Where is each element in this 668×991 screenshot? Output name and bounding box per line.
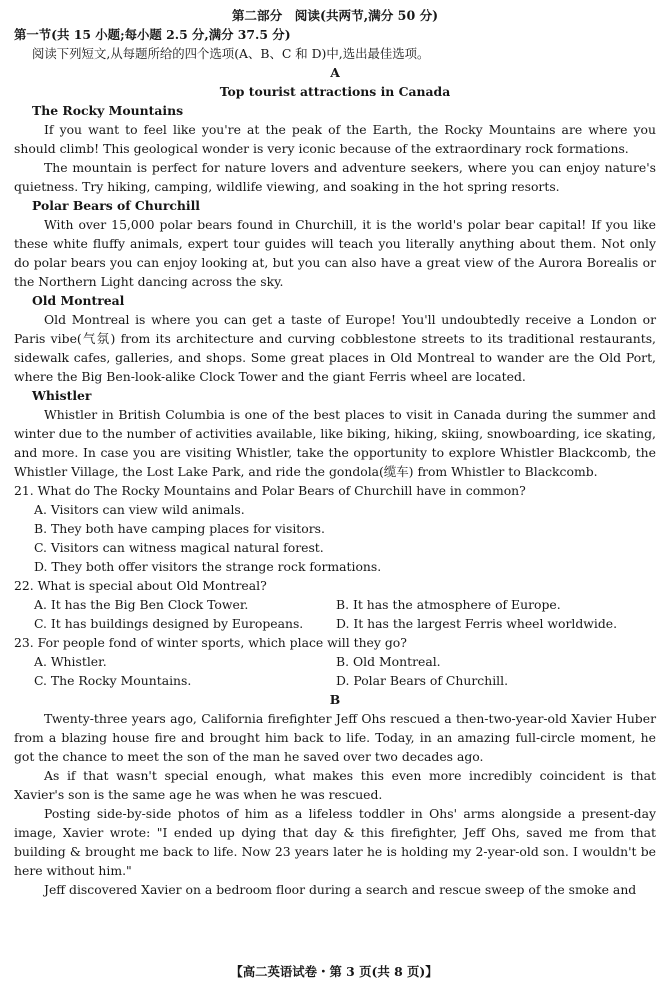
question-23-option-b: B. Old Montreal. [336, 654, 441, 669]
whistler-paragraph: Whistler in British Columbia is one of the best places to visit in Canada during the summer and winter due to the number of activities available, like biking, hiking, skiing, snowboarding, ice skating, and more. In case you are visiting Whistler, take the opportunity to explore Whistler Blackcomb, the Whistler Village, the Lost Lake Park, and ride the gondola(缆车) from Whistler to Blackcomb. [14, 407, 656, 479]
question-21-option-b: B. They both have camping places for visitors. [34, 521, 325, 536]
question-21-stem: 21. What do The Rocky Mountains and Polar Bears of Churchill have in common? [14, 483, 526, 498]
rocky-paragraph-2: The mountain is perfect for nature lovers and adventure seekers, where you can enjoy nature's quietness. Try hiking, camping, wildlife viewing, and soaking in the hot spring resorts. [14, 160, 656, 194]
question-23-stem: 23. For people fond of winter sports, which place will they go? [14, 635, 407, 650]
passage-b-paragraph-2: As if that wasn't special enough, what makes this even more incredibly coincident is that Xavier's son is the same age he was when he was rescued. [14, 768, 656, 802]
question-21-option-d: D. They both offer visitors the strange rock formations. [34, 559, 382, 574]
question-23-options-row-2 [14, 671, 656, 690]
question-22-option-c: C. It has buildings designed by Europeans. [34, 616, 304, 631]
page-footer: 【高二英语试卷・第 3 页(共 8 页)】 [230, 964, 438, 979]
question-23-option-c: C. The Rocky Mountains. [34, 673, 192, 688]
question-23-options-row-1 [14, 652, 656, 671]
question-22-stem: 22. What is special about Old Montreal? [14, 578, 267, 593]
instruction: 阅读下列短文,从每题所给的四个选项(A、B、C 和 D)中,选出最佳选项。 [32, 46, 430, 61]
question-23-option-d: D. Polar Bears of Churchill. [336, 673, 509, 688]
section-heading: 第一节(共 15 小题;每小题 2.5 分,满分 37.5 分) [14, 27, 291, 42]
whistler-heading: Whistler [32, 388, 92, 403]
question-22-option-b: B. It has the atmosphere of Europe. [336, 597, 561, 612]
rocky-paragraph-1: If you want to feel like you're at the peak of the Earth, the Rocky Mountains are where you should climb! This geological wonder is very iconic because of the extraordinary rock formations. [14, 122, 656, 156]
rocky-heading: The Rocky Mountains [32, 103, 184, 118]
passage-b-letter: B [329, 692, 341, 707]
passage-a-letter: A [330, 65, 340, 80]
question-21-option-a: A. Visitors can view wild animals. [34, 502, 245, 517]
question-22-option-d: D. It has the largest Ferris wheel worldwide. [336, 616, 618, 631]
passage-b-paragraph-3: Posting side-by-side photos of him as a lifeless toddler in Ohs' arms alongside a present-day image, Xavier wrote: "I ended up dying that day & this firefighter, Jeff Ohs, saved me from that building & brought me back to life. Now 23 years later he is holding my 2-year-old son. I wouldn't be here without him." [14, 806, 656, 878]
montreal-paragraph: Old Montreal is where you can get a taste of Europe! You'll undoubtedly receive a London or Paris vibe(气氛) from its architecture and curving cobblestone streets to its traditional restaurants, sidewalk cafes, galleries, and shops. Some great places in Old Montreal to wander are the Old Port, where the Big Ben-look-alike Clock Tower and the giant Ferris wheel are located. [14, 312, 656, 384]
question-22-option-a: A. It has the Big Ben Clock Tower. [34, 597, 249, 612]
question-22-options-row-2 [14, 614, 656, 633]
question-21-option-c: C. Visitors can witness magical natural forest. [34, 540, 324, 555]
polar-heading: Polar Bears of Churchill [32, 198, 201, 213]
passage-a-title: Top tourist attractions in Canada [219, 84, 451, 99]
polar-paragraph: With over 15,000 polar bears found in Churchill, it is the world's polar bear capital! If you like these white fluffy animals, expert tour guides will teach you literally anything about them. Not only do polar bears you can enjoy looking at, but you can also have a great view of the Aurora Borealis or the Northern Light dancing across the sky. [14, 217, 656, 289]
question-22-options-row-1 [14, 595, 656, 614]
passage-b-paragraph-1: Twenty-three years ago, California firefighter Jeff Ohs rescued a then-two-year-old Xavier Huber from a blazing house fire and brought him back to life. Today, in an amazing full-circle moment, he got the chance to meet the son of the man he saved over two decades ago. [14, 711, 656, 764]
question-23-option-a: A. Whistler. [34, 654, 107, 669]
passage-b-paragraph-4: Jeff discovered Xavier on a bedroom floor during a search and rescue sweep of the smoke and [44, 882, 637, 897]
part-header: 第二部分 阅读(共两节,满分 50 分) [231, 8, 439, 23]
montreal-heading: Old Montreal [32, 293, 125, 308]
